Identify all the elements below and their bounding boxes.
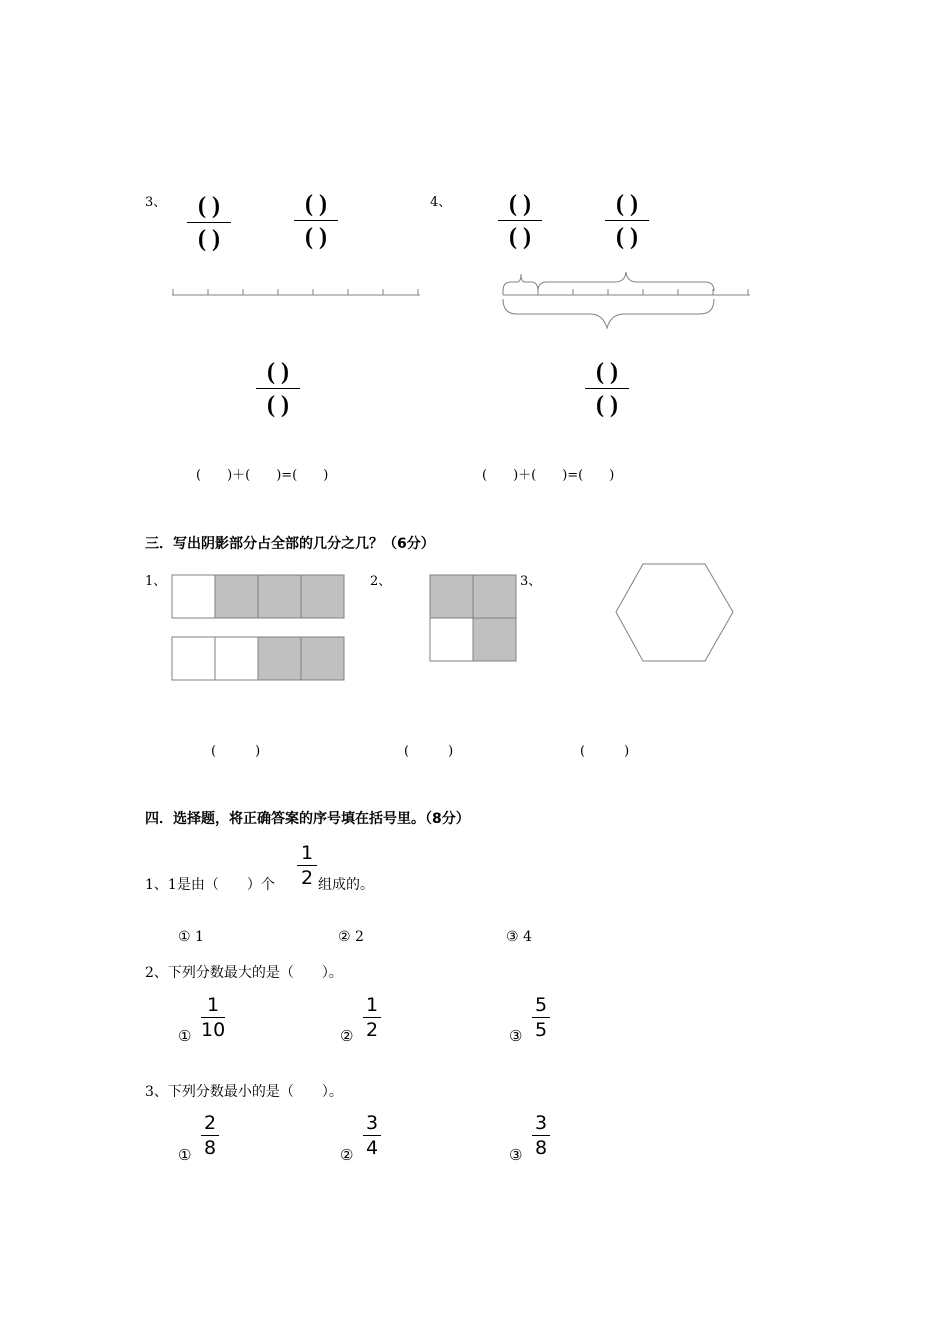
fraction-bar <box>585 388 629 389</box>
fraction-bar <box>363 1017 381 1018</box>
denominator-blank: ( ) <box>267 392 289 418</box>
shaded-strips-figure <box>171 574 347 684</box>
numerator: 3 <box>534 1112 548 1134</box>
option-fraction-2[interactable] <box>363 994 381 1041</box>
answer-blank-3[interactable]: ( ) <box>580 744 630 759</box>
question-1-label: 1、 <box>145 574 167 589</box>
addition-equation-q4[interactable]: ( )＋( )=( ) <box>482 468 615 483</box>
option-1[interactable]: ① 1 <box>178 929 204 945</box>
fraction-blank[interactable] <box>498 190 542 251</box>
hexagon-figure <box>612 558 738 668</box>
denominator: 5 <box>534 1019 548 1041</box>
number-line-q3 <box>165 280 430 310</box>
section-3-heading: 三．写出阴影部分占全部的几分之几？（6分） <box>145 536 435 552</box>
fraction-blank[interactable] <box>585 358 629 419</box>
fraction-bar <box>256 388 300 389</box>
fraction-blank[interactable] <box>605 190 649 251</box>
question-3-label: 3、 <box>145 195 167 210</box>
option-marker-2[interactable]: ② <box>340 1146 354 1164</box>
denominator-blank: ( ) <box>198 226 220 252</box>
denominator-blank: ( ) <box>509 224 531 250</box>
addition-equation-q3[interactable]: ( )＋( )=( ) <box>196 468 329 483</box>
denominator: 2 <box>300 867 314 889</box>
fraction-bar <box>532 1017 550 1018</box>
option-fraction-3[interactable] <box>532 994 550 1041</box>
fraction-blank[interactable] <box>256 358 300 419</box>
option-fraction-1[interactable] <box>201 994 225 1041</box>
numerator-blank: ( ) <box>509 191 531 217</box>
option-fraction-3[interactable] <box>532 1112 550 1159</box>
denominator-blank: ( ) <box>596 392 618 418</box>
numerator: 1 <box>206 994 220 1016</box>
question-4-label: 4、 <box>430 195 452 210</box>
shaded-grid-figure <box>429 574 519 664</box>
fraction-blank[interactable] <box>187 192 231 253</box>
fraction-bar <box>532 1135 550 1136</box>
option-fraction-2[interactable] <box>363 1112 381 1159</box>
question-2-label: 2、 <box>370 574 392 589</box>
fraction-bar <box>605 220 649 221</box>
numerator: 3 <box>365 1112 379 1134</box>
option-fraction-1[interactable] <box>201 1112 219 1159</box>
question-2-text: 2、下列分数最大的是（ ）。 <box>145 965 343 981</box>
denominator: 2 <box>365 1019 379 1041</box>
section-4-heading: 四．选择题，将正确答案的序号填在括号里。（8分） <box>145 811 470 827</box>
option-marker-3[interactable]: ③ <box>509 1027 523 1045</box>
fraction-bar <box>498 220 542 221</box>
denominator: 8 <box>203 1137 217 1159</box>
numerator-blank: ( ) <box>596 359 618 385</box>
option-marker-3[interactable]: ③ <box>509 1146 523 1164</box>
bottom-brace <box>503 299 714 328</box>
option-marker-1[interactable]: ① <box>178 1146 192 1164</box>
fraction-bar <box>201 1017 225 1018</box>
fraction-bar <box>294 220 338 221</box>
numerator: 2 <box>203 1112 217 1134</box>
option-marker-2[interactable]: ② <box>340 1027 354 1045</box>
numerator: 1 <box>365 994 379 1016</box>
question-3-label: 3、 <box>520 574 542 589</box>
fraction-bar <box>363 1135 381 1136</box>
numerator-blank: ( ) <box>616 191 638 217</box>
fraction-blank[interactable] <box>294 190 338 251</box>
option-3[interactable]: ③ 4 <box>506 929 532 945</box>
denominator-blank: ( ) <box>616 224 638 250</box>
fraction-bar <box>297 865 317 866</box>
denominator: 10 <box>201 1019 226 1041</box>
fraction-bar <box>187 222 231 223</box>
option-marker-1[interactable]: ① <box>178 1027 192 1045</box>
answer-blank-2[interactable]: ( ) <box>404 744 454 759</box>
top-brace-small <box>503 274 538 291</box>
question-1-text: 1、1是由（ ）个 <box>145 877 275 893</box>
question-1-text-end: 组成的。 <box>318 877 374 893</box>
denominator: 4 <box>365 1137 379 1159</box>
numerator-blank: ( ) <box>198 193 220 219</box>
numerator-blank: ( ) <box>305 191 327 217</box>
numerator: 5 <box>534 994 548 1016</box>
numerator: 1 <box>300 842 314 864</box>
denominator: 8 <box>534 1137 548 1159</box>
number-line-q4 <box>495 262 760 334</box>
numerator-blank: ( ) <box>267 359 289 385</box>
fraction-bar <box>201 1135 219 1136</box>
denominator-blank: ( ) <box>305 224 327 250</box>
question-3-text: 3、下列分数最小的是（ ）。 <box>145 1084 343 1100</box>
answer-blank-1[interactable]: ( ) <box>211 744 261 759</box>
top-brace-large <box>538 272 714 291</box>
half-fraction <box>297 842 317 889</box>
option-2[interactable]: ② 2 <box>338 929 364 945</box>
